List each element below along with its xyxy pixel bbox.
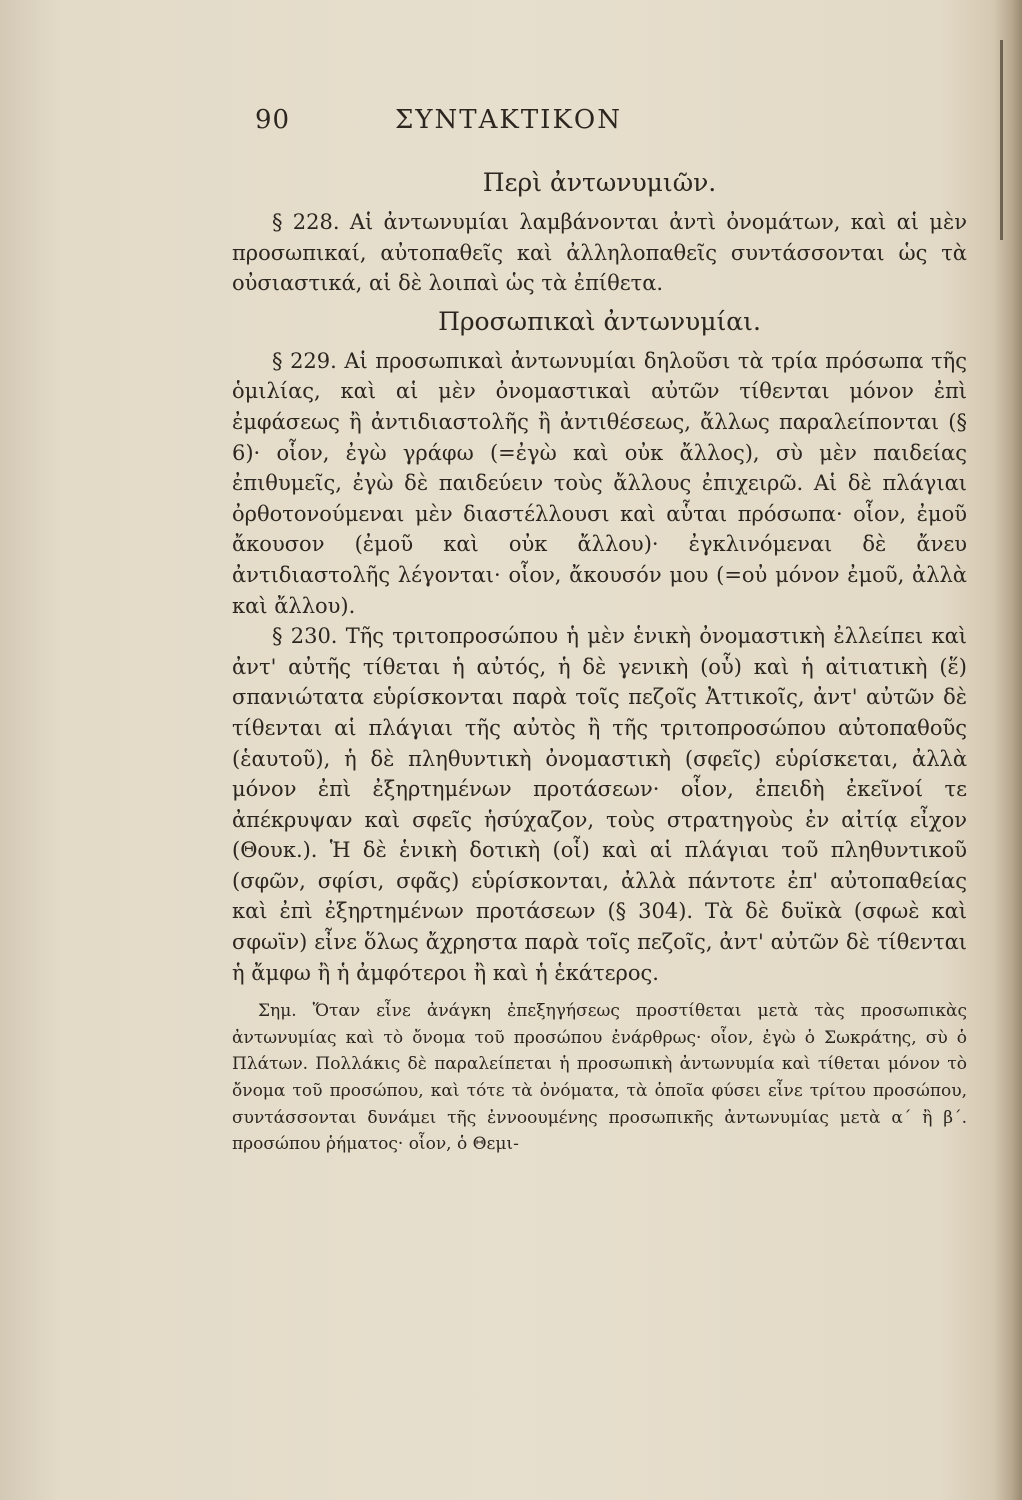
binding-line: [1000, 40, 1003, 240]
subsection-title: Προσωπικαὶ ἀντωνυμίαι.: [438, 306, 761, 336]
paragraph-229: § 229. Αἱ προσωπικαὶ ἀντωνυμίαι δηλοῦσι τὰ τρία πρόσωπα τῆς ὁμιλίας, καὶ αἱ μὲν ὀνομαστικαὶ αὐτῶν τίθενται μόνον ἐπὶ ἐμφάσεως ἢ ἀντιδιαστολῆς ἢ ἀντιθέσεως, ἄλλως παραλείπονται (§ 6)· οἷον, ἐγὼ γράφω (=ἐγὼ καὶ οὐκ ἄλλος), σὺ μὲν παιδείας ἐπιθυμεῖς, ἐγὼ δὲ παιδεύειν τοὺς ἄλλους ἐπιχειρῶ. Αἱ δὲ πλάγιαι ὀρθοτονούμεναι μὲν διαστέλλουσι καὶ αὗται πρόσωπα· οἷον, ἐμοῦ ἄκουσον (ἐμοῦ καὶ οὐκ ἄλλου)· ἐγκλινόμεναι δὲ ἄνευ ἀντιδιαστολῆς λέγονται· οἷον, ἄκουσόν μου (=οὐ μόνον ἐμοῦ, ἀλλὰ καὶ ἄλλου).: [232, 348, 967, 618]
running-title: ΣΥΝΤΑΚΤΙΚΟΝ: [395, 105, 622, 135]
footnote: Σημ. Ὅταν εἶνε ἀνάγκη ἐπεξηγήσεως προστίθεται μετὰ τὰς προσωπικὰς ἀντωνυμίας καὶ τὸ ὄνομα τοῦ προσώπου ἐνάρθρως· οἷον, ἐγὼ ὁ Σωκράτης, σὺ ὁ Πλάτων. Πολλάκις δὲ παραλείπεται ἡ προσωπικὴ ἀντωνυμία καὶ τίθεται μόνον τὸ ὄνομα τοῦ προσώπου, καὶ τότε τὰ ὀνόματα, τὰ ὁποῖα φύσει εἶνε τρίτου προσώπου, συντάσσονται δυνάμει τῆς ἐννοουμένης προσωπικῆς ἀντωνυμίας μετὰ α΄ ἢ β΄. προσώπου ῥήματος· οἷον, ὁ Θεμι-: [232, 1001, 967, 1155]
page-header: [255, 105, 725, 141]
page-body: [232, 160, 967, 1175]
paragraph-228: § 228. Αἱ ἀντωνυμίαι λαμβάνονται ἀντὶ ὀνομάτων, καὶ αἱ μὲν προσωπικαί, αὐτοπαθεῖς καὶ ἀλληλοπαθεῖς συντάσσονται ὡς τὰ οὐσιαστικά, αἱ δὲ λοιπαὶ ὡς τὰ ἐπίθετα.: [232, 210, 967, 296]
paragraph-230: § 230. Τῆς τριτοπροσώπου ἡ μὲν ἑνικὴ ὀνομαστικὴ ἐλλείπει καὶ ἀντ' αὐτῆς τίθεται ἡ αὐτός, ἡ δὲ γενικὴ (οὗ) καὶ ἡ αἰτιατικὴ (ἕ) σπανιώτατα εὑρίσκονται παρὰ τοῖς πεζοῖς Ἀττικοῖς, ἀντ' αὐτῶν δὲ τίθενται αἱ πλάγιαι τῆς αὐτὸς ἢ τῆς τριτοπροσώπου αὐτοπαθοῦς (ἑαυτοῦ), ἡ δὲ πληθυντικὴ ὀνομαστικὴ (σφεῖς) εὑρίσκεται, ἀλλὰ μόνον ἐπὶ ἐξηρτημένων προτάσεων· οἷον, ἐπειδὴ ἐκεῖνοί τε ἀπέκρυψαν καὶ σφεῖς ἡσύχαζον, τοὺς στρατηγοὺς ἐν αἰτίᾳ εἶχον (Θουκ.). Ἡ δὲ ἑνικὴ δοτικὴ (οἷ) καὶ αἱ πλάγιαι τοῦ πληθυντικοῦ (σφῶν, σφίσι, σφᾶς) εὑρίσκονται, ἀλλὰ πάντοτε ἐπ' αὐτοπαθείας καὶ ἐπὶ ἐξηρτημένων προτάσεων (§ 304). Τὰ δὲ δυϊκὰ (σφωὲ καὶ σφωϊν) εἶνε ὅλως ἄχρηστα παρὰ τοῖς πεζοῖς, ἀντ' αὐτῶν δὲ τίθενται ἡ ἄμφω ἢ ἡ ἀμφότεροι ἢ καὶ ἡ ἑκάτερος.: [232, 624, 967, 985]
page-edge-shadow: [994, 0, 1022, 1500]
section-title: Περὶ ἀντωνυμιῶν.: [482, 168, 717, 197]
page-number: 90: [255, 105, 291, 135]
